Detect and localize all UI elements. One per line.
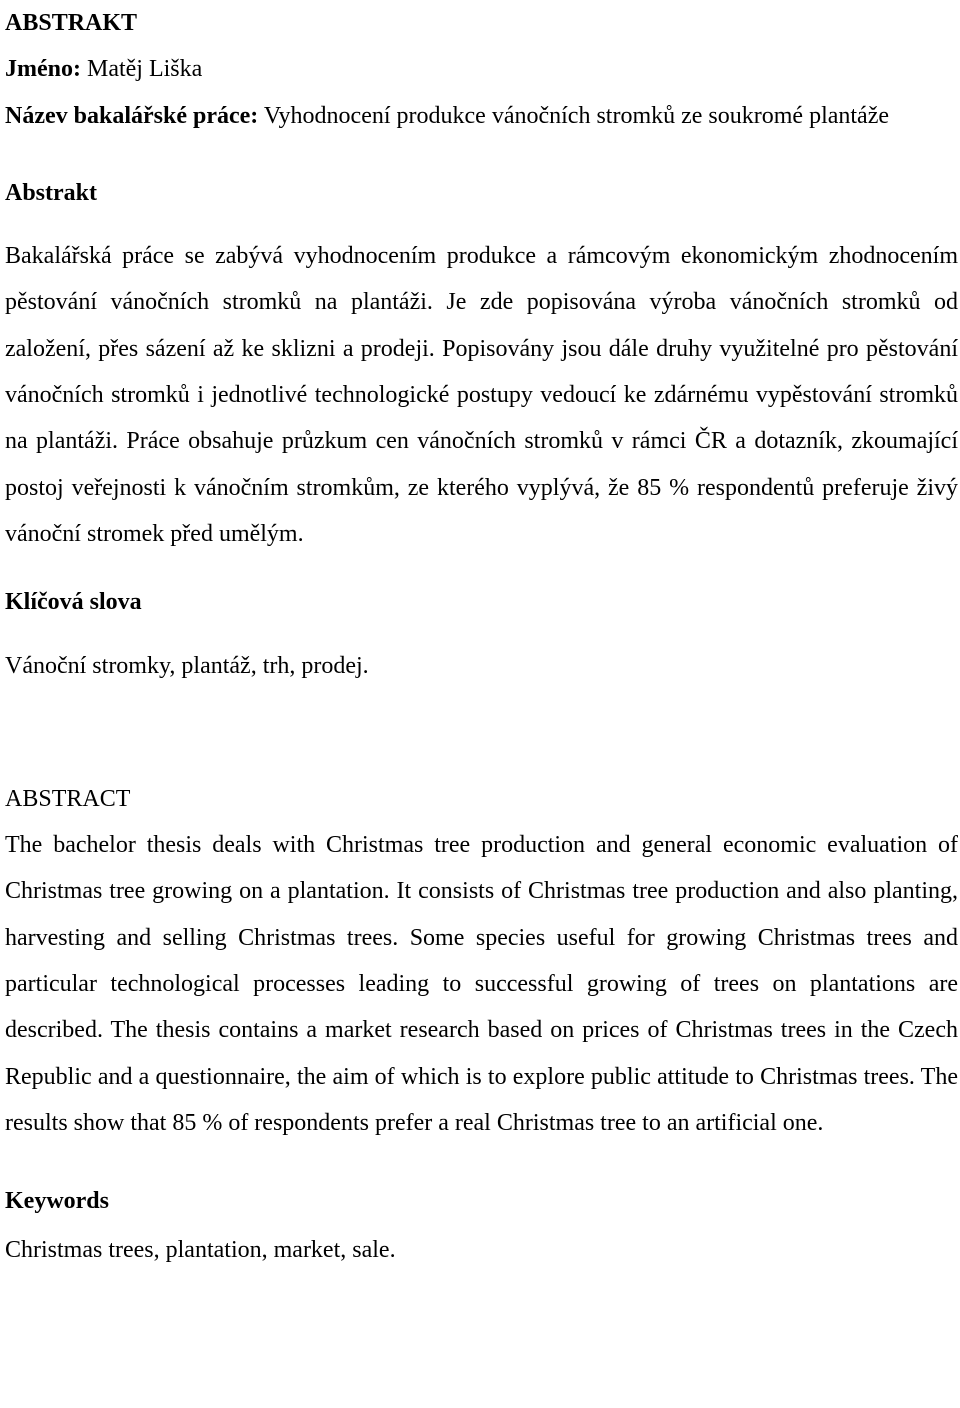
english-heading: ABSTRACT [5, 785, 131, 812]
english-section [5, 776, 958, 1273]
author-line [5, 46, 958, 92]
czech-keywords-text: Vánoční stromky, plantáž, trh, prodej. [5, 652, 369, 679]
english-abstract-text: The bachelor thesis deals with Christmas tree production and general economic evaluation of Christmas tree growing on a plantation. It consists of Christmas tree production and also planting, harvesting and selling Christmas trees. Some species useful for growing Christmas trees and particular technological processes leading to successful growing of trees on plantations are described. The thesis contains a market research based on prices of Christmas trees in the Czech Republic and a questionnaire, the aim of which is to explore public attitude to Christmas trees. The results show that 85 % of respondents prefer a real Christmas tree to an artificial one. [5, 832, 958, 1136]
thesis-title-label: Název bakalářské práce: [5, 102, 259, 129]
czech-abstract-heading: Abstrakt [5, 179, 98, 206]
author-name: Matěj Liška [86, 56, 203, 83]
czech-keywords-heading: Klíčová slova [5, 589, 142, 616]
english-keywords-text: Christmas trees, plantation, market, sale. [5, 1236, 396, 1263]
english-keywords-heading: Keywords [5, 1188, 109, 1215]
document-page [5, 0, 958, 1273]
thesis-title-value: Vyhodnocení produkce vánočních stromků ze soukromé plantáže [263, 102, 890, 129]
thesis-title-line [5, 93, 958, 139]
czech-section [5, 0, 958, 689]
czech-abstract-text: Bakalářská práce se zabývá vyhodnocením produkce a rámcovým ekonomickým zhodnocením pěstování vánočních stromků na plantáži. Je zde popisována výroba vánočních stromků od založení, přes sázení až ke sklizni a prodeji. Popisovány jsou dále druhy využitelné pro pěstování vánočních stromků i jednotlivé technologické postupy vedoucí ke zdárnému vypěstování stromků na plantáži. Práce obsahuje průzkum cen vánočních stromků v rámci ČR a dotazník, zkoumající postoj veřejnosti k vánočním stromkům, ze kterého vyplývá, že 85 % respondentů preferuje živý vánoční stromek před umělým. [5, 243, 958, 547]
czech-heading: ABSTRAKT [5, 10, 138, 36]
author-label: Jméno: [5, 56, 81, 83]
